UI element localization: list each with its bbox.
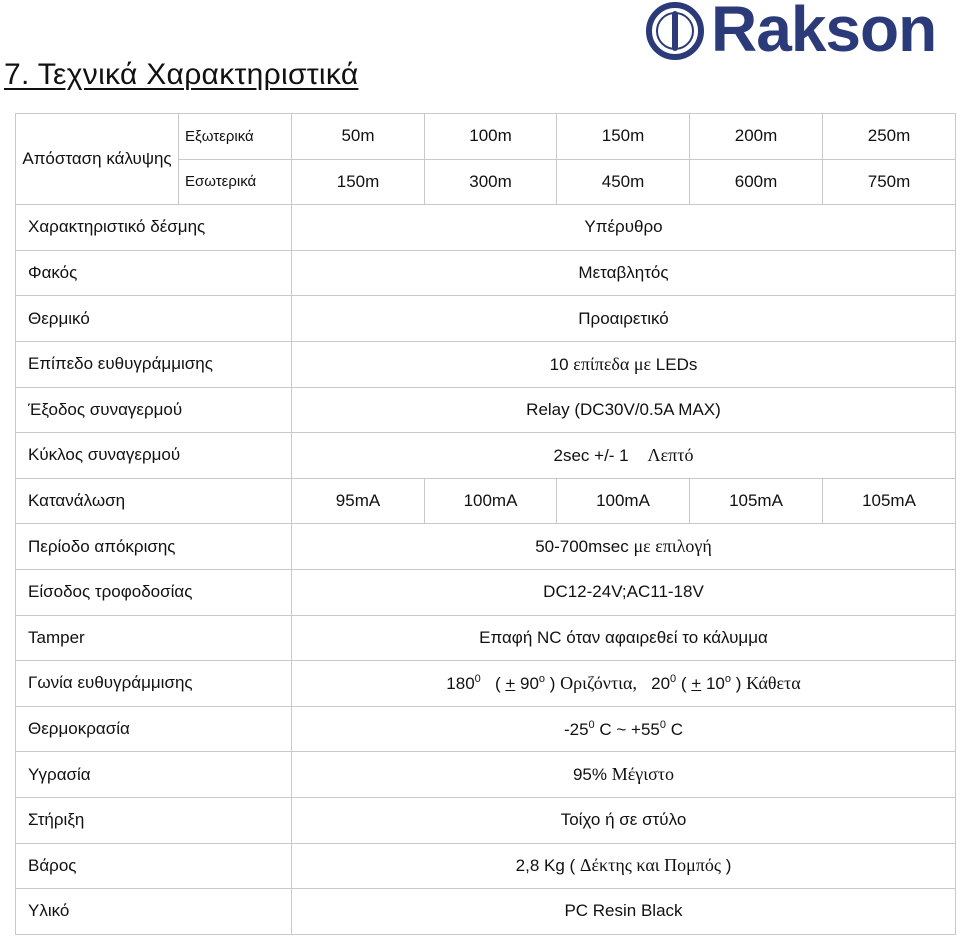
h-direction: Οριζόντια, xyxy=(560,672,637,693)
table-row xyxy=(16,250,956,296)
h-angle: 180 xyxy=(446,673,475,693)
h-tolerance: 90 xyxy=(515,673,539,693)
alarm-cycle-unit: Λεπτό xyxy=(647,444,694,465)
alarm-output-label: Έξοδος συναγερμού xyxy=(16,387,292,433)
consumption-value: 105mA xyxy=(823,478,956,524)
humidity-label: Υγρασία xyxy=(16,752,292,798)
indoor-range: 750m xyxy=(823,159,956,205)
align-level-label: Επίπεδο ευθυγράμμισης xyxy=(16,341,292,387)
v-plus-minus: + xyxy=(691,673,702,693)
indoor-range: 150m xyxy=(292,159,425,205)
weight-note: Δέκτης και Πομπός xyxy=(579,855,721,876)
beam-label: Χαρακτηριστικό δέσμης xyxy=(16,205,292,251)
indoor-range: 450m xyxy=(557,159,690,205)
v-direction: Κάθετα xyxy=(746,672,801,693)
v-angle: 20 xyxy=(651,673,671,693)
outdoor-range: 100m xyxy=(425,114,557,160)
humidity-percent: 95% xyxy=(572,765,607,785)
v-angle-degree: 0 xyxy=(670,672,677,685)
consumption-value: 100mA xyxy=(557,478,690,524)
v-open-paren: ( xyxy=(676,673,692,693)
brand-logo xyxy=(645,0,960,65)
alarm-output-value: Relay (DC30V/0.5A MAX) xyxy=(292,387,956,433)
power-value: DC12-24V;AC11-18V xyxy=(292,569,956,615)
table-row xyxy=(16,341,956,387)
align-level-text: επίπεδα με xyxy=(573,353,652,374)
outdoor-range: 50m xyxy=(292,114,425,160)
humidity-note: Μέγιστο xyxy=(611,764,675,785)
temperature-min: -25 xyxy=(563,719,589,739)
temperature-max-unit: C xyxy=(666,719,684,739)
temperature-value xyxy=(292,706,956,752)
align-level-number: 10 xyxy=(549,354,569,374)
h-plus-minus: + xyxy=(505,673,516,693)
outdoor-range: 150m xyxy=(557,114,690,160)
brand-wordmark: Rakson xyxy=(711,0,937,65)
h-open-paren: ( xyxy=(494,673,506,693)
table-row xyxy=(16,706,956,752)
temperature-label: Θερμοκρασία xyxy=(16,706,292,752)
indoor-range: 600m xyxy=(690,159,823,205)
specifications-table xyxy=(15,113,956,935)
humidity-value xyxy=(292,752,956,798)
weight-close: ) xyxy=(725,856,732,876)
h-close-paren: ) xyxy=(545,673,556,693)
table-row xyxy=(16,615,956,661)
weight-label: Βάρος xyxy=(16,843,292,889)
rakson-emblem-icon xyxy=(645,1,705,61)
table-row xyxy=(16,296,956,342)
beam-value: Υπέρυθρο xyxy=(292,205,956,251)
align-level-value xyxy=(292,341,956,387)
response-note: με επιλογή xyxy=(633,536,712,557)
alarm-cycle-value xyxy=(292,433,956,479)
power-label: Είσοδος τροφοδοσίας xyxy=(16,569,292,615)
h-tolerance-degree: o xyxy=(538,672,546,685)
material-label: Υλικό xyxy=(16,889,292,935)
table-row xyxy=(16,205,956,251)
temperature-range: C ~ +55 xyxy=(594,719,660,739)
indoor-label: Εσωτερικά xyxy=(179,159,292,205)
h-angle-degree: 0 xyxy=(474,672,481,685)
coverage-label: Απόσταση κάλυψης xyxy=(16,114,179,205)
table-row xyxy=(16,114,956,160)
align-level-unit: LEDs xyxy=(655,354,698,374)
consumption-label: Κατανάλωση xyxy=(16,478,292,524)
align-angle-label: Γωνία ευθυγράμμισης xyxy=(16,661,292,707)
align-angle-value xyxy=(292,661,956,707)
table-row xyxy=(16,433,956,479)
tamper-label: Tamper xyxy=(16,615,292,661)
table-row xyxy=(16,889,956,935)
response-label: Περίοδο απόκρισης xyxy=(16,524,292,570)
consumption-value: 105mA xyxy=(690,478,823,524)
mounting-value: Τοίχο ή σε στύλο xyxy=(292,797,956,843)
table-row xyxy=(16,387,956,433)
outdoor-range: 200m xyxy=(690,114,823,160)
outdoor-label: Εξωτερικά xyxy=(179,114,292,160)
section-heading: 7. Τεχνικά Χαρακτηριστικά xyxy=(4,58,359,91)
table-row xyxy=(16,478,956,524)
temperature-min-degree: 0 xyxy=(588,718,595,731)
thermal-value: Προαιρετικό xyxy=(292,296,956,342)
consumption-value: 100mA xyxy=(425,478,557,524)
temperature-max-degree: 0 xyxy=(659,718,667,731)
v-tolerance: 10 xyxy=(701,673,725,693)
table-row xyxy=(16,661,956,707)
material-value: PC Resin Black xyxy=(292,889,956,935)
consumption-value: 95mA xyxy=(292,478,425,524)
table-row xyxy=(16,752,956,798)
mounting-label: Στήριξη xyxy=(16,797,292,843)
lens-label: Φακός xyxy=(16,250,292,296)
weight-amount: 2,8 Kg ( xyxy=(515,856,576,876)
lens-value: Μεταβλητός xyxy=(292,250,956,296)
outdoor-range: 250m xyxy=(823,114,956,160)
indoor-range: 300m xyxy=(425,159,557,205)
table-row xyxy=(16,843,956,889)
tamper-value: Επαφή NC όταν αφαιρεθεί το κάλυμμα xyxy=(292,615,956,661)
table-row xyxy=(16,524,956,570)
response-value xyxy=(292,524,956,570)
v-close-paren: ) xyxy=(730,673,742,693)
weight-value xyxy=(292,843,956,889)
alarm-cycle-duration: 2sec +/- 1 xyxy=(553,445,629,465)
table-row xyxy=(16,569,956,615)
response-range: 50-700msec xyxy=(535,537,629,557)
thermal-label: Θερμικό xyxy=(16,296,292,342)
v-tolerance-degree: o xyxy=(724,672,731,685)
table-row xyxy=(16,797,956,843)
alarm-cycle-label: Κύκλος συναγερμού xyxy=(16,433,292,479)
